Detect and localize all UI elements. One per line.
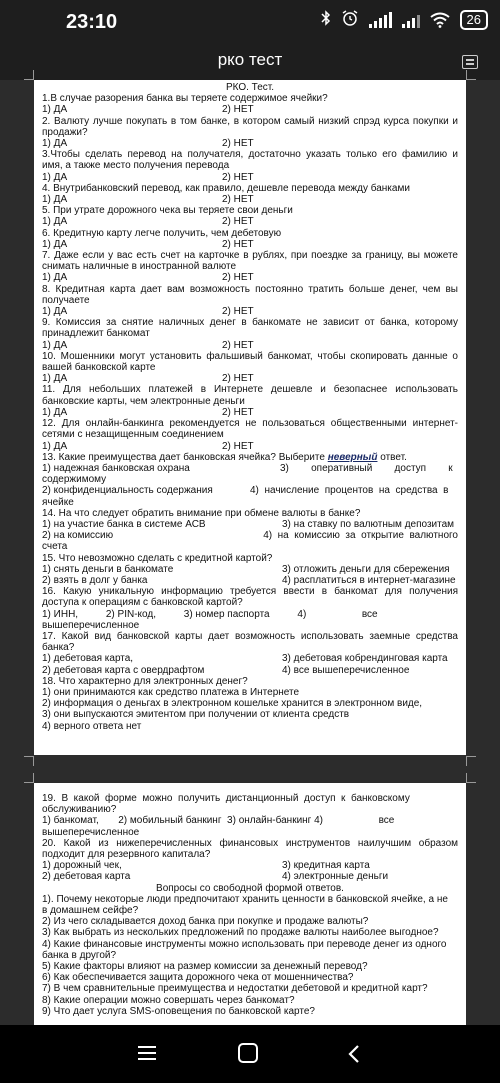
answer-row bbox=[42, 306, 458, 317]
answer-row bbox=[42, 441, 458, 452]
answer-yes: 1) ДА bbox=[42, 171, 68, 183]
free-question-7: 7) В чем сравнительные преимущества и недостатки дебетовой и кредитной карт? bbox=[42, 983, 428, 995]
question-16-cont: доступа к операциям с банковской картой? bbox=[42, 597, 243, 609]
option: 4) на комиссию за открытие валютного bbox=[263, 530, 458, 542]
free-question-4: 4) Какие финансовые инструменты можно использовать при переводе денег из одного bbox=[42, 938, 447, 950]
page-corner-mark bbox=[24, 756, 34, 766]
free-question-1: 1). Почему некоторые люди предпочитают хранить ценности в банковской ячейке, а не bbox=[42, 893, 448, 905]
question-2-cont: продажи? bbox=[42, 126, 88, 138]
option: 3) они выпускаются эмитентом при получении от клиента средств bbox=[42, 709, 350, 721]
question-20: 20. Какой из нижеперечисленных финансовых инструментов наилучшим образом bbox=[42, 837, 458, 849]
answer-row bbox=[42, 340, 458, 351]
alarm-icon bbox=[341, 10, 359, 30]
menu-line-icon bbox=[138, 1052, 156, 1054]
option: 4) все вышеперечисленное bbox=[282, 664, 410, 676]
question-13-tail: ответ. bbox=[377, 451, 407, 463]
doc-title: РКО. Тест. bbox=[225, 82, 275, 93]
answer-no: 2) НЕТ bbox=[222, 339, 254, 351]
answer-yes: 1) ДА bbox=[42, 138, 68, 150]
question-8: 8. Кредитная карта дает вам возможность постоянно тратить больше денег, чем вы bbox=[42, 283, 458, 295]
menu-line-icon bbox=[138, 1046, 156, 1048]
question-10-cont: вашей банковской карте bbox=[42, 362, 156, 374]
answer-yes: 1) ДА bbox=[42, 406, 68, 418]
option-row: 1) ИНН, 2) PIN-код, 3) номер паспорта 4) все bbox=[42, 608, 378, 620]
free-question-9: 9) Что дает услуга SMS-оповещения по банковской карте? bbox=[42, 1005, 315, 1017]
answer-no: 2) НЕТ bbox=[222, 373, 254, 385]
option-row bbox=[42, 564, 458, 575]
option: 2) дебетовая карта с овердрафтом bbox=[42, 664, 205, 676]
answer-yes: 1) ДА bbox=[42, 306, 68, 318]
status-icons bbox=[321, 10, 488, 30]
document-page-1 bbox=[34, 80, 466, 755]
page-corner-mark bbox=[24, 70, 34, 80]
answer-row bbox=[42, 239, 458, 250]
option: 4) расплатиться в интернет-магазине bbox=[282, 574, 456, 586]
question-9: 9. Комиссия за снятие наличных денег в банкомате не зависит от банка, которому bbox=[42, 317, 458, 329]
option: 3) оперативный доступ к bbox=[280, 462, 453, 474]
question-18: 18. Что характерно для электронных денег? bbox=[42, 675, 248, 687]
system-nav-bar bbox=[0, 1025, 500, 1083]
answer-yes: 1) ДА bbox=[42, 238, 68, 250]
answer-yes: 1) ДА bbox=[42, 194, 68, 206]
free-question-5: 5) Какие факторы влияют на размер комиссии за денежный перевод? bbox=[42, 961, 368, 973]
answer-no: 2) НЕТ bbox=[222, 171, 254, 183]
signal-icon bbox=[369, 12, 392, 28]
free-question-2: 2) Из чего складывается доход банка при покупке и продаже валюты? bbox=[42, 916, 369, 928]
signal-icon-2 bbox=[402, 12, 420, 28]
option: 3) дебетовая кобрендинговая карта bbox=[282, 653, 448, 665]
option-row bbox=[42, 519, 458, 530]
option: 3) кредитная карта bbox=[282, 860, 370, 872]
option-row bbox=[42, 575, 458, 586]
wifi-icon bbox=[430, 12, 450, 28]
answer-yes: 1) ДА bbox=[42, 440, 68, 452]
option: 3) отложить деньги для сбережения bbox=[282, 563, 450, 575]
question-7: 7. Даже если у вас есть счет на карточке в рублях, при поездке за границу, вы можете bbox=[42, 250, 458, 262]
option-cont: содержимому bbox=[42, 474, 107, 486]
answer-row bbox=[42, 373, 458, 384]
section-heading: Вопросы со свободной формой ответов. bbox=[156, 882, 344, 894]
answer-row bbox=[42, 194, 458, 205]
reading-mode-icon[interactable] bbox=[462, 55, 478, 69]
option: 2) дебетовая карта bbox=[42, 871, 131, 883]
option: 2) взять в долг у банка bbox=[42, 574, 148, 586]
option-row bbox=[42, 665, 458, 676]
option: 2) на комиссию bbox=[42, 530, 114, 542]
question-1: 1.В случае разорения банка вы теряете содержимое ячейки? bbox=[42, 93, 328, 105]
option: 1) надежная банковская охрана bbox=[42, 462, 190, 474]
answer-yes: 1) ДА bbox=[42, 104, 68, 116]
question-10: 10. Мошенники могут установить фальшивый банкомат, чтобы скопировать данные о bbox=[42, 350, 458, 362]
option: 3) на ставку по валютным депозитам bbox=[282, 518, 455, 530]
question-6: 6. Кредитную карту легче получить, чем дебетовую bbox=[42, 227, 282, 239]
question-9-cont: принадлежит банкомат bbox=[42, 328, 150, 340]
option-row bbox=[42, 530, 458, 541]
option-row bbox=[42, 871, 458, 882]
question-13-emphasis: неверный bbox=[327, 451, 378, 463]
option: 1) дорожный чек, bbox=[42, 860, 122, 872]
option-row bbox=[42, 860, 458, 871]
question-19: 19. В какой форме можно получить дистанционный доступ к банковскому bbox=[42, 793, 410, 804]
battery-indicator: 26 bbox=[460, 10, 488, 30]
page-corner-mark bbox=[24, 773, 34, 783]
answer-row bbox=[42, 272, 458, 283]
option: 2) информация о деньгах в электронном кошельке хранится в электронном виде, bbox=[42, 698, 423, 710]
question-13 bbox=[42, 452, 458, 463]
answer-no: 2) НЕТ bbox=[222, 440, 254, 452]
app-bar bbox=[0, 44, 500, 80]
question-20-cont: подходит для резервного капитала? bbox=[42, 849, 211, 861]
question-12-cont: сетями с незащищенным соединением bbox=[42, 429, 224, 441]
answer-row bbox=[42, 216, 458, 227]
option: 4) начисление процентов на средства в bbox=[250, 485, 449, 497]
home-button[interactable] bbox=[238, 1043, 258, 1063]
question-11-cont: банковские карты, чем электронные деньги bbox=[42, 395, 245, 407]
question-15: 15. Что невозможно сделать с кредитной картой? bbox=[42, 552, 273, 564]
option-row bbox=[42, 485, 458, 496]
option-cont: ячейке bbox=[42, 496, 74, 508]
status-bar bbox=[0, 0, 500, 44]
option: 1) снять деньги в банкомате bbox=[42, 563, 174, 575]
answer-row bbox=[42, 407, 458, 418]
answer-no: 2) НЕТ bbox=[222, 194, 254, 206]
answer-no: 2) НЕТ bbox=[222, 104, 254, 116]
answer-no: 2) НЕТ bbox=[222, 238, 254, 250]
page-corner-mark bbox=[466, 773, 476, 783]
question-13-text: 13. Какие преимущества дает банковская ячейка? Выберите bbox=[42, 451, 328, 463]
answer-no: 2) НЕТ bbox=[222, 306, 254, 318]
answer-yes: 1) ДА bbox=[42, 373, 68, 385]
free-question-6: 6) Как обеспечивается защита дорожного чека от мошенничества? bbox=[42, 972, 354, 984]
question-5: 5. При утрате дорожного чека вы теряете свои деньги bbox=[42, 205, 293, 217]
page-corner-mark bbox=[466, 70, 476, 80]
back-button[interactable] bbox=[344, 1043, 366, 1065]
document-page-2 bbox=[34, 783, 466, 1025]
option-row bbox=[42, 463, 458, 474]
option-cont: вышеперечисленное bbox=[42, 826, 140, 838]
option: 2) конфиденциальность содержания bbox=[42, 485, 213, 497]
answer-no: 2) НЕТ bbox=[222, 406, 254, 418]
bluetooth-icon bbox=[321, 10, 331, 30]
question-11: 11. Для небольших платежей в Интернете дешевле и безопаснее использовать bbox=[42, 384, 458, 396]
question-7-cont: снимать наличные в иностранной валюте bbox=[42, 261, 236, 273]
question-16: 16. Какую уникальную информацию требуется ввести в банкомат для получения bbox=[42, 586, 458, 598]
answer-no: 2) НЕТ bbox=[222, 138, 254, 150]
free-question-4-cont: банка в другой? bbox=[42, 949, 117, 961]
option-row bbox=[42, 653, 458, 664]
question-14: 14. На что следует обратить внимание при обмене валюты в банке? bbox=[42, 507, 361, 519]
answer-yes: 1) ДА bbox=[42, 339, 68, 351]
free-question-3: 3) Как выбрать из нескольких предложений по продаже валюты наиболее выгодное? bbox=[42, 927, 439, 939]
question-3: 3.Чтобы сделать перевод на получателя, достаточно указать только его фамилию и bbox=[42, 149, 458, 161]
answer-row bbox=[42, 172, 458, 183]
free-question-1-cont: в домашнем сейфе? bbox=[42, 905, 139, 917]
option-row: 1) банкомат, 2) мобильный банкинг 3) онлайн-банкинг 4) все bbox=[42, 815, 395, 827]
answer-row bbox=[42, 104, 458, 115]
menu-line-icon bbox=[138, 1058, 156, 1060]
question-8-cont: получаете bbox=[42, 294, 90, 306]
question-12: 12. Для онлайн-банкинга рекомендуется не пользоваться общественными интернет- bbox=[42, 418, 458, 430]
recent-apps-button[interactable] bbox=[136, 1043, 158, 1065]
question-3-cont: имя, а также место получения перевода bbox=[42, 160, 230, 172]
answer-yes: 1) ДА bbox=[42, 272, 68, 284]
answer-row bbox=[42, 138, 458, 149]
option-cont: счета bbox=[42, 541, 68, 553]
option: 1) они принимаются как средство платежа в Интернете bbox=[42, 686, 300, 698]
option: 1) дебетовая карта, bbox=[42, 653, 134, 665]
question-4: 4. Внутрибанковский перевод, как правило, дешевле перевода между банками bbox=[42, 182, 410, 194]
question-17: 17. Какой вид банковской карты дает возможность использовать заемные средства bbox=[42, 630, 458, 642]
option: 1) на участие банка в системе АСВ bbox=[42, 518, 206, 530]
status-time: 23:10 bbox=[66, 11, 118, 33]
answer-no: 2) НЕТ bbox=[222, 272, 254, 284]
page-corner-mark bbox=[466, 756, 476, 766]
option: 4) электронные деньги bbox=[282, 871, 389, 883]
question-19-cont: обслуживанию? bbox=[42, 804, 117, 816]
answer-yes: 1) ДА bbox=[42, 216, 68, 228]
question-2: 2. Валюту лучше покупать в том банке, в котором самый низкий спрэд курса покупки и bbox=[42, 115, 458, 127]
option: 4) верного ответа нет bbox=[42, 720, 142, 732]
document-title: рко тест bbox=[217, 50, 283, 69]
question-17-cont: банка? bbox=[42, 642, 75, 654]
back-arrow-icon bbox=[344, 1043, 366, 1065]
option-cont: вышеперечисленное bbox=[42, 619, 140, 631]
free-question-8: 8) Какие операции можно совершать через банкомат? bbox=[42, 994, 295, 1006]
answer-no: 2) НЕТ bbox=[222, 216, 254, 228]
